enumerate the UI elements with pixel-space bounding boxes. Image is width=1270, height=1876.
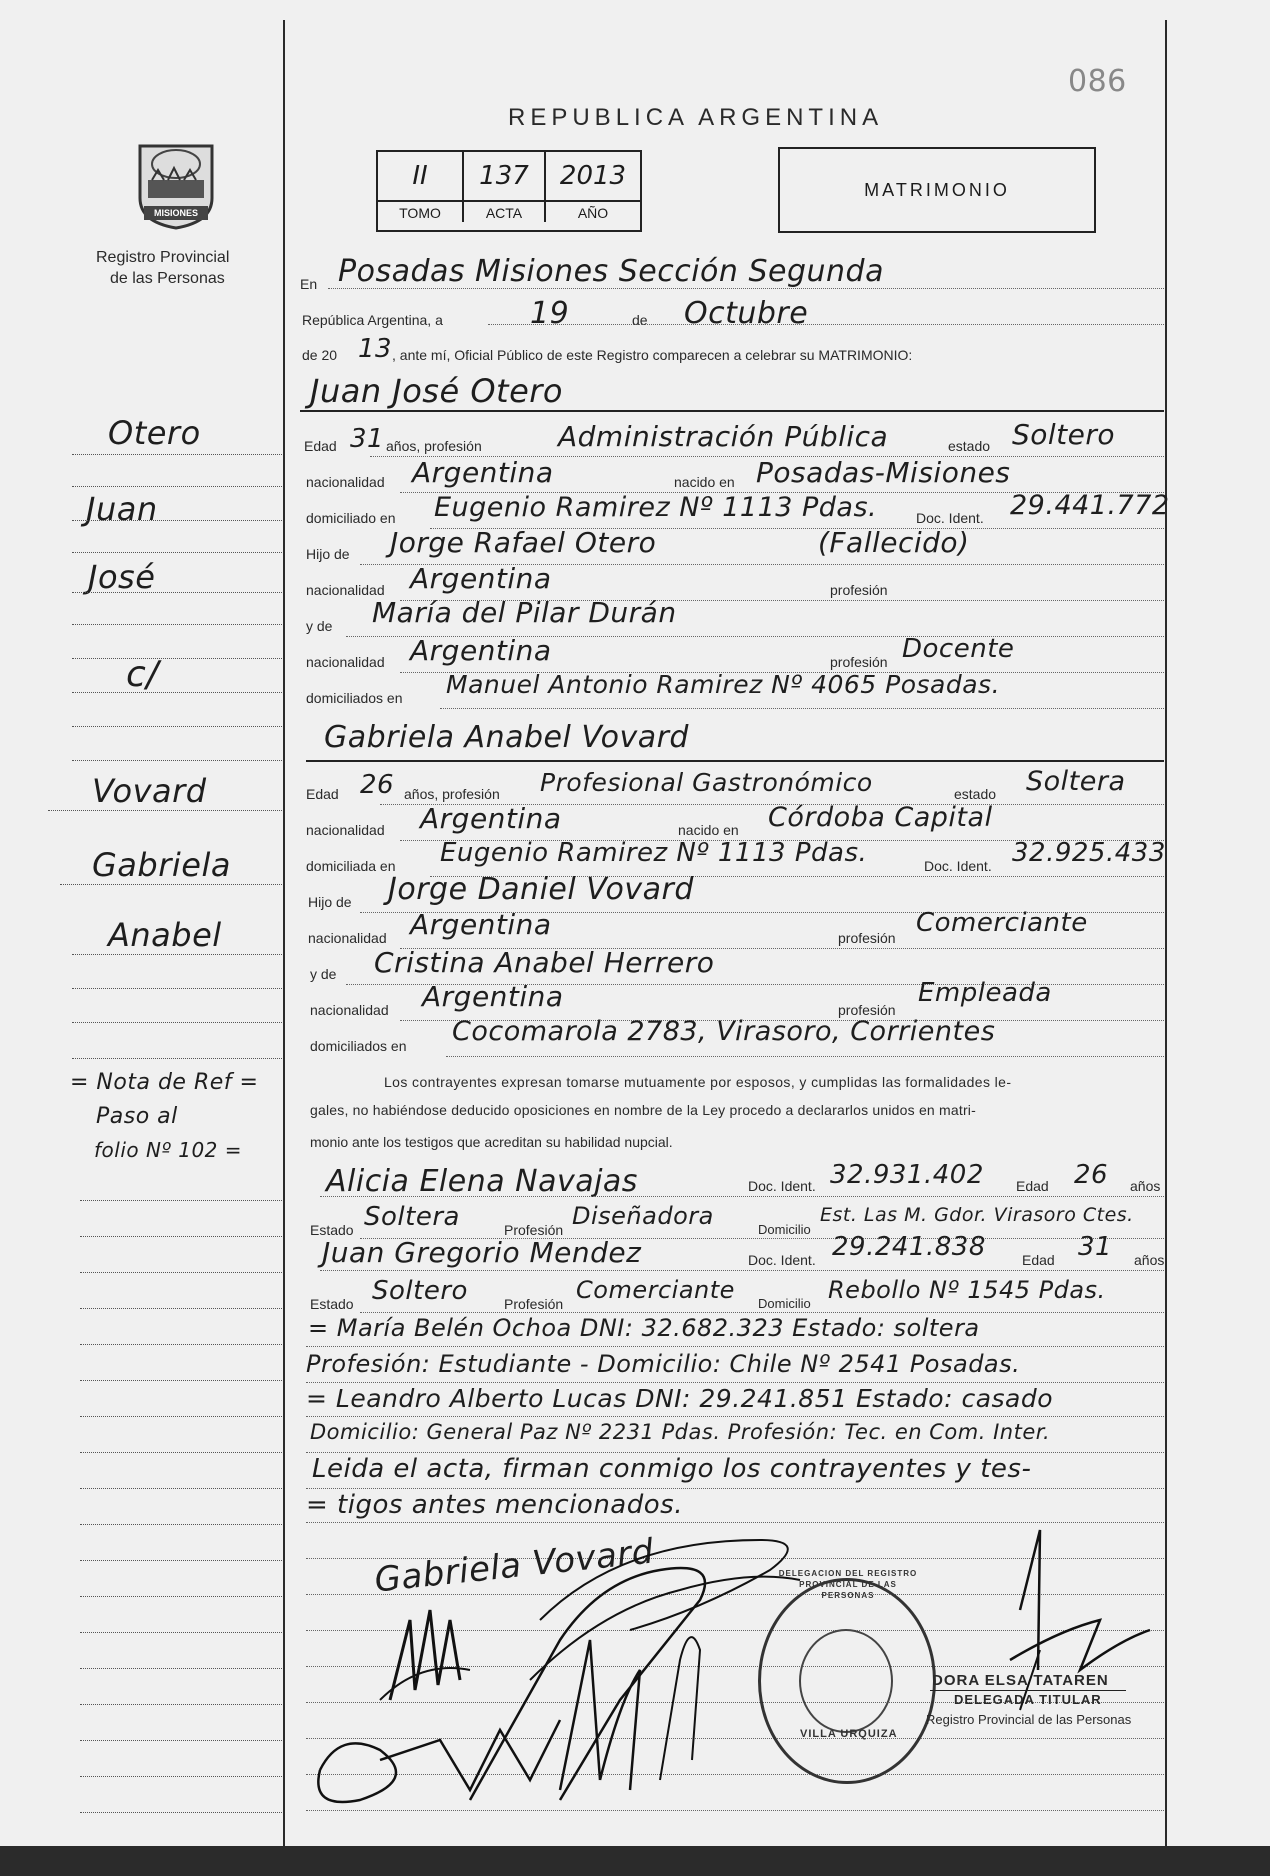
bride-hijo-label: Hijo de: [308, 894, 352, 910]
bride-mother-nationality: Argentina: [422, 980, 564, 1013]
groom-estado-label: estado: [948, 438, 991, 454]
groom-nationality: Argentina: [412, 456, 554, 489]
witness2-edad-label: Edad: [1022, 1252, 1055, 1268]
groom-nacido-label: nacido en: [674, 474, 735, 490]
bride-doc: 32.925.433: [1012, 838, 1166, 868]
act-number-box: [376, 150, 642, 232]
margin-line: [80, 1488, 282, 1489]
bride-estado-label: estado: [954, 786, 997, 802]
bride-nacionalidad-label: nacionalidad: [306, 822, 385, 838]
bride-anos-profesion-label: años, profesión: [404, 786, 500, 802]
margin-line: [80, 1452, 282, 1453]
groom-profession: Administración Pública: [558, 420, 889, 453]
margin-line: [72, 592, 282, 593]
margin-spouse-second: Anabel: [108, 916, 222, 954]
bride-domiciliados-label: domiciliados en: [310, 1038, 407, 1054]
bride-edad-label: Edad: [306, 786, 339, 802]
margin-line: [72, 454, 282, 455]
bride-mother: Cristina Anabel Herrero: [374, 946, 715, 979]
witness1-anos-label: años: [1130, 1178, 1161, 1194]
witness2-doc: 29.241.838: [832, 1232, 986, 1262]
margin-second-name: José: [88, 558, 156, 596]
witness1-doc: 32.931.402: [830, 1160, 984, 1190]
declaration-line1: Los contrayentes expresan tomarse mutuamente por esposos, y cumplidas las formalidades le-: [384, 1074, 1012, 1090]
tomo-cell: [378, 152, 464, 200]
bride-status: Soltera: [1026, 766, 1126, 797]
margin-line: [72, 486, 282, 487]
right-margin-line: [1165, 20, 1167, 1846]
margin-surname: Otero: [108, 414, 201, 452]
bride-nacido-label: nacido en: [678, 822, 739, 838]
row-line: [320, 1270, 1164, 1271]
margin-line: [72, 1058, 282, 1059]
groom-father-nat-label: nacionalidad: [306, 582, 385, 598]
margin-line: [80, 1272, 282, 1273]
margin-line: [72, 1022, 282, 1023]
margin-line: [80, 1740, 282, 1741]
declaration-line3: monio ante los testigos que acreditan su habilidad nupcial.: [310, 1134, 673, 1150]
bride-father-profession: Comerciante: [916, 908, 1088, 938]
margin-line: [48, 810, 282, 811]
groom-mother-prof-label: profesión: [830, 654, 888, 670]
groom-name-line: [300, 410, 1164, 412]
bride-name-line: [306, 760, 1164, 762]
bride-father: Jorge Daniel Vovard: [388, 872, 694, 907]
appearance-text: , ante mí, Oficial Público de este Registro comparecen a celebrar su MATRIMONIO:: [392, 347, 913, 363]
margin-note-line2: Paso al: [96, 1104, 178, 1129]
witness1-age: 26: [1074, 1160, 1109, 1190]
margin-line: [72, 954, 282, 955]
groom-doc-label: Doc. Ident.: [916, 510, 984, 526]
registry-name-line1: Registro Provincial: [96, 249, 230, 266]
margin-line: [80, 1380, 282, 1381]
margin-spouse-surname: Vovard: [92, 772, 207, 810]
row-line: [446, 1056, 1164, 1057]
row-line: [328, 288, 1164, 289]
groom-profesion-label: profesión: [830, 582, 888, 598]
month: Octubre: [684, 296, 809, 331]
groom-birthplace: Posadas-Misiones: [756, 456, 1011, 489]
left-margin-line: [283, 20, 285, 1846]
witness1-edad-label: Edad: [1016, 1178, 1049, 1194]
row-line: [488, 324, 1164, 325]
acta-value: 137: [479, 161, 529, 191]
margin-line: [80, 1776, 282, 1777]
groom-anos-profesion-label: años, profesión: [386, 438, 482, 454]
groom-father-note: (Fallecido): [818, 526, 970, 559]
bride-father-nat-label: nacionalidad: [308, 930, 387, 946]
witness1-status: Soltera: [364, 1202, 460, 1232]
margin-line: [80, 1416, 282, 1417]
row-line: [306, 1346, 1164, 1347]
year-prefix: de 20: [302, 347, 338, 363]
margin-line: [72, 988, 282, 989]
ano-cell: [546, 152, 640, 200]
margin-line: [80, 1668, 282, 1669]
witness1-profesion-label: Profesión: [504, 1222, 564, 1238]
additional-line6: = tigos antes mencionados.: [306, 1490, 683, 1520]
groom-doc: 29.441.772: [1010, 490, 1170, 521]
row-line: [306, 1452, 1164, 1453]
witness1-doc-label: Doc. Ident.: [748, 1178, 816, 1194]
margin-line: [72, 624, 282, 625]
place: Posadas Misiones Sección Segunda: [338, 254, 884, 289]
bride-father-nationality: Argentina: [410, 908, 552, 941]
margin-first-name: Juan: [86, 490, 158, 528]
groom-mother-nationality: Argentina: [410, 634, 552, 667]
groom-father-nationality: Argentina: [410, 562, 552, 595]
registry-logo: [134, 140, 218, 232]
margin-line: [72, 520, 282, 521]
bottom-edge: [0, 1846, 1270, 1876]
bride-mother-prof-label: profesión: [838, 1002, 896, 1018]
margin-line: [72, 760, 282, 761]
witness2-name: Juan Gregorio Mendez: [322, 1236, 642, 1269]
bride-father-prof-label: profesión: [838, 930, 896, 946]
official-office: Registro Provincial de las Personas: [926, 1712, 1132, 1727]
tomo-value: II: [412, 161, 428, 191]
witness1-domicilio-label: Domicilio: [758, 1222, 811, 1237]
declaration-line2: gales, no habiéndose deducido oposiciones en nombre de la Ley procedo a declararlos unidos en matri-: [310, 1102, 976, 1118]
witness2-domicilio-label: Domicilio: [758, 1296, 811, 1311]
margin-line: [72, 692, 282, 693]
groom-mother: María del Pilar Durán: [372, 596, 677, 629]
bride-domiciliada-label: domiciliada en: [306, 858, 396, 874]
witness2-anos-label: años: [1134, 1252, 1165, 1268]
margin-line: [80, 1200, 282, 1201]
witness2-profesion-label: Profesión: [504, 1296, 564, 1312]
groom-domiciliado-label: domiciliado en: [306, 510, 396, 526]
margin-connector: c/: [126, 654, 159, 695]
logo-text: MISIONES: [153, 208, 198, 218]
bride-name: Gabriela Anabel Vovard: [324, 720, 689, 755]
signatures-drawing: [300, 1500, 1160, 1830]
witness2-estado-label: Estado: [310, 1296, 354, 1312]
tomo-label: TOMO: [378, 200, 464, 222]
margin-line: [80, 1308, 282, 1309]
bride-nationality: Argentina: [420, 802, 562, 835]
bride-profession: Profesional Gastronómico: [540, 768, 873, 797]
groom-address: Eugenio Ramirez Nº 1113 Pdas.: [434, 492, 878, 523]
witness1-address: Est. Las M. Gdor. Virasoro Ctes.: [820, 1204, 1134, 1226]
seal-outer-text: DELEGACION DEL REGISTRO PROVINCIAL DE LAS PERSONAS: [778, 1569, 918, 1600]
bride-age: 26: [360, 770, 395, 800]
official-title: DELEGADA TITULAR: [954, 1692, 1102, 1707]
margin-line: [80, 1596, 282, 1597]
margin-line: [80, 1632, 282, 1633]
witness2-address: Rebollo Nº 1545 Pdas.: [828, 1276, 1106, 1304]
act-type-box: [778, 147, 1096, 233]
day: 19: [530, 296, 570, 331]
acta-cell: [464, 152, 546, 200]
de-label: de: [632, 312, 648, 328]
groom-status: Soltero: [1012, 418, 1116, 451]
row-line: [306, 1488, 1164, 1489]
margin-line: [80, 1344, 282, 1345]
bride-yde-label: y de: [310, 966, 337, 982]
bride-signature: Gabriela Vovard: [372, 1531, 656, 1601]
row-line: [440, 708, 1164, 709]
margin-note-line1: = Nota de Ref =: [70, 1070, 259, 1095]
ano-value: 2013: [559, 161, 627, 191]
margin-line: [80, 1524, 282, 1525]
margin-line: [80, 1812, 282, 1813]
witness2-doc-label: Doc. Ident.: [748, 1252, 816, 1268]
bride-address: Eugenio Ramirez Nº 1113 Pdas.: [440, 838, 868, 868]
bride-birthplace: Córdoba Capital: [768, 802, 993, 833]
groom-age: 31: [350, 424, 385, 454]
seal-inner-text: VILLA URQUIZA: [800, 1728, 898, 1740]
witness1-name: Alicia Elena Navajas: [326, 1164, 638, 1199]
groom-yde-label: y de: [306, 618, 333, 634]
margin-line: [80, 1704, 282, 1705]
groom-hijo-label: Hijo de: [306, 546, 350, 562]
groom-domiciliados-label: domiciliados en: [306, 690, 403, 706]
margin-line: [72, 726, 282, 727]
witness1-estado-label: Estado: [310, 1222, 354, 1238]
groom-mother-nat-label: nacionalidad: [306, 654, 385, 670]
en-label: En: [300, 276, 318, 292]
bride-mother-profession: Empleada: [918, 978, 1052, 1008]
margin-line: [72, 658, 282, 659]
official-seal: [758, 1578, 936, 1784]
additional-line5: Leida el acta, firman conmigo los contrayentes y tes-: [312, 1454, 1032, 1484]
witness2-profession: Comerciante: [576, 1276, 735, 1304]
margin-spouse-first: Gabriela: [92, 846, 231, 884]
witness2-age: 31: [1078, 1232, 1113, 1262]
bride-parents-address: Cocomarola 2783, Virasoro, Corrientes: [452, 1016, 996, 1047]
bride-mother-nat-label: nacionalidad: [310, 1002, 389, 1018]
registry-name-line2: de las Personas: [110, 270, 225, 287]
margin-note-line3: folio Nº 102 =: [94, 1138, 243, 1162]
page-number: 086: [1068, 64, 1127, 99]
additional-line3: = Leandro Alberto Lucas DNI: 29.241.851 Estado: casado: [306, 1384, 1054, 1413]
row-line: [306, 1416, 1164, 1417]
country-title: REPUBLICA ARGENTINA: [508, 104, 884, 131]
groom-name: Juan José Otero: [310, 372, 563, 410]
year-suffix: 13: [358, 334, 393, 364]
margin-line: [80, 1560, 282, 1561]
additional-line4: Domicilio: General Paz Nº 2231 Pdas. Profesión: Tec. en Com. Inter.: [310, 1420, 1051, 1444]
act-type: MATRIMONIO: [864, 180, 1010, 200]
row-line: [306, 1382, 1164, 1383]
row-line: [320, 1196, 1164, 1197]
official-name: DORA ELSA TATAREN: [932, 1672, 1109, 1689]
additional-line2: Profesión: Estudiante - Domicilio: Chile Nº 2541 Posadas.: [306, 1350, 1021, 1378]
witness2-status: Soltero: [372, 1276, 468, 1306]
groom-mother-profession: Docente: [902, 634, 1015, 664]
margin-line: [80, 1236, 282, 1237]
groom-edad-label: Edad: [304, 438, 337, 454]
witness1-profession: Diseñadora: [572, 1202, 714, 1230]
groom-nacionalidad-label: nacionalidad: [306, 474, 385, 490]
bride-doc-label: Doc. Ident.: [924, 858, 992, 874]
groom-father: Jorge Rafael Otero: [390, 526, 657, 559]
margin-line: [60, 884, 282, 885]
margin-line: [72, 552, 282, 553]
acta-label: ACTA: [464, 200, 546, 222]
row-line: [360, 1312, 1164, 1313]
official-line: [930, 1690, 1126, 1691]
ano-label: AÑO: [546, 200, 640, 222]
republica-label: República Argentina, a: [302, 312, 443, 328]
groom-parents-address: Manuel Antonio Ramirez Nº 4065 Posadas.: [446, 670, 1001, 699]
additional-line1: = María Belén Ochoa DNI: 32.682.323 Estado: soltera: [308, 1314, 980, 1342]
